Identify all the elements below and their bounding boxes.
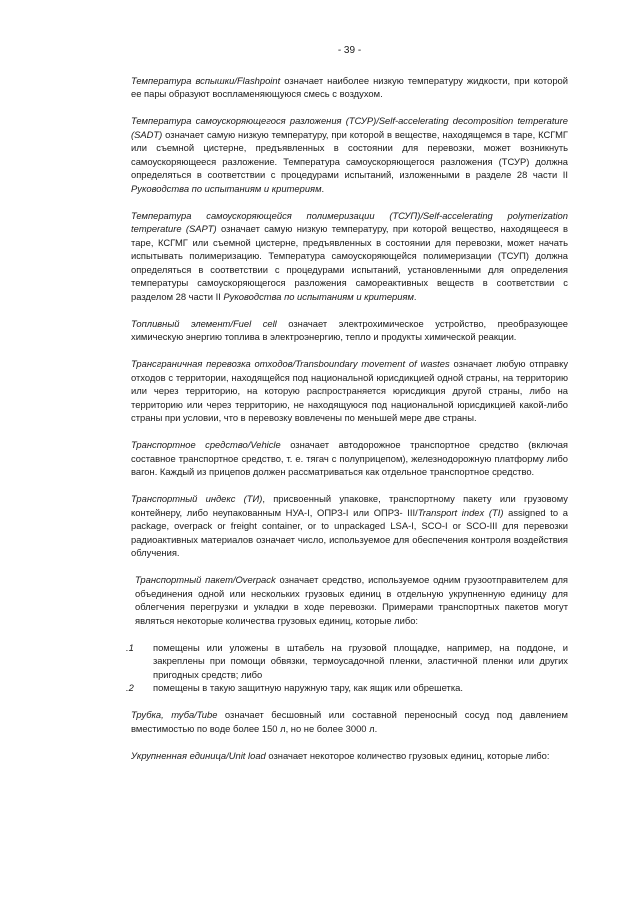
definition-text: означает любую отправку отходов с территории, находящейся под национальной юрисдикцией одной страны, на территорию или через территорию, на которую распространяется юрисдикция другой страны, либо на территорию или через территорию, не находящуюся под национальной юрисдикцией какой-либо страны при условии, что в перевозку вовлечены по меньшей мере две страны. — [131, 358, 569, 423]
list-number: .1 — [126, 641, 134, 653]
definition-text: , присвоенный упаковке, транспортному пакету или грузовому контейнеру, либо неупакованным НУА-I, ОПРЗ-I или ОПРЗ- III/ — [131, 493, 568, 518]
definition-tail: . — [413, 290, 417, 302]
definition-text: означает самую низкую температуру, при которой в веществе, находящемся в таре, КСГМГ или съемной цистерне, предъявленных в состоянии для перевозки, может возникнуть самоускоряющееся разложение. Температура самоускоряющегося разложения (ТСУР) должна определяться в соответствии с процедурами испытаний, изложенными в разделе 28 части II — [131, 128, 568, 180]
list-text: помещены в такую защитную наружную тару, как ящик или обрешетка. — [153, 682, 463, 693]
term: Топливный элемент/Fuel cell — [131, 317, 277, 329]
list-item — [126, 641, 568, 682]
definition-unit-load — [131, 749, 568, 763]
term: Транспортный пакет/Overpack — [135, 574, 276, 585]
definition-text: означает самую низкую температуру, при которой вещество, находящееся в таре, КСГМГ или съемной цистерне, предъявленных в состоянии для перевозки, может начать испытывать полимеризацию. Температура самоускоряющейся полимеризации (ТСУП) должна определяться в соответствии с процедурами испытаний, установленными для определения температуры самоускоряющегося разложения самореактивных веществ в соответствии с разделом 28 части II — [131, 223, 568, 302]
definition-transport-index — [131, 492, 568, 560]
term: Транспортное средство/Vehicle — [131, 439, 281, 450]
term: Транспортный индекс (ТИ) — [131, 493, 263, 504]
definition-text-continued: assigned to a package, overpack or freight container, or to unpackaged LSA-I, SCO-I or SCO-III для перевозки радиоактивных материалов означает число, используемое для обеспечения контроля воздействия облучения. — [131, 506, 568, 558]
definition-text: означает бесшовный или составной переносный сосуд под давлением вместимостью по воде более 150 л, но не более 3000 л. — [131, 709, 568, 734]
definition-fuel-cell — [131, 317, 568, 344]
list-text: помещены или уложены в штабель на грузовой площадке, например, на поддоне, и закреплены при помощи обвязки, термоусадочной пленки, эластичной пленки или других пригодных средств; либо — [153, 641, 568, 680]
definition-tail: . — [321, 182, 325, 194]
definition-sapt — [131, 209, 568, 304]
manual-reference: Руководства по испытаниям и критериям — [223, 290, 414, 302]
overpack-list — [126, 641, 568, 695]
page-number: - 39 - — [337, 45, 362, 56]
term: Трансграничная перевозка отходов/Transboundary movement of wastes — [131, 358, 450, 369]
definition-vehicle — [131, 438, 568, 479]
term: Укрупненная единица/Unit load — [131, 749, 266, 761]
definition-transboundary-movement — [131, 357, 568, 425]
term: Трубка, туба/Tube — [131, 709, 218, 720]
term: Температура вспышки/Flashpoint — [131, 74, 281, 86]
list-item — [126, 681, 568, 695]
manual-reference: Руководства по испытаниям и критериям — [131, 182, 322, 194]
definition-text: означает электрохимическое устройство, преобразующее химическую энергию топлива в электроэнергию, тепло и продукты химической реакции. — [131, 317, 568, 342]
term: Температура самоускоряющегося разложения (ТСУР)/Self-accelerating decomposition temperature (SADT) — [131, 115, 568, 140]
definition-flashpoint — [131, 74, 568, 101]
definition-text: означает наиболее низкую температуру жидкости, при которой ее пары образуют воспламеняющуюся смесь с воздухом. — [131, 74, 568, 99]
definition-overpack — [131, 573, 568, 627]
definition-text: означает средство, используемое одним грузоотправителем для объединения одной или нескольких грузовых единиц в отдельную укрупненную единицу для облегчения перегрузки и укладки в ходе перевозки. Примерами транспортных пакетов могут являться некоторые количества грузовых единиц, которые либо: — [135, 574, 569, 626]
definition-text: означает автодорожное транспортное средство (включая составное транспортное средство, т. е. тягач с полуприцепом), железнодорожную платформу либо вагон. Каждый из прицепов должен рассматриваться как отдельное транспортное средство. — [131, 439, 568, 477]
term: Температура самоускоряющейся полимеризации (ТСУП)/Self-accelerating polymerization temperature (SAPT) — [131, 209, 568, 234]
definition-tube — [131, 708, 568, 735]
definition-text: означает некоторое количество грузовых единиц, которые либо: — [265, 749, 550, 761]
term-english: Transport index (TI) — [417, 506, 504, 518]
list-number: .2 — [126, 682, 134, 693]
definition-sadt — [131, 114, 568, 195]
